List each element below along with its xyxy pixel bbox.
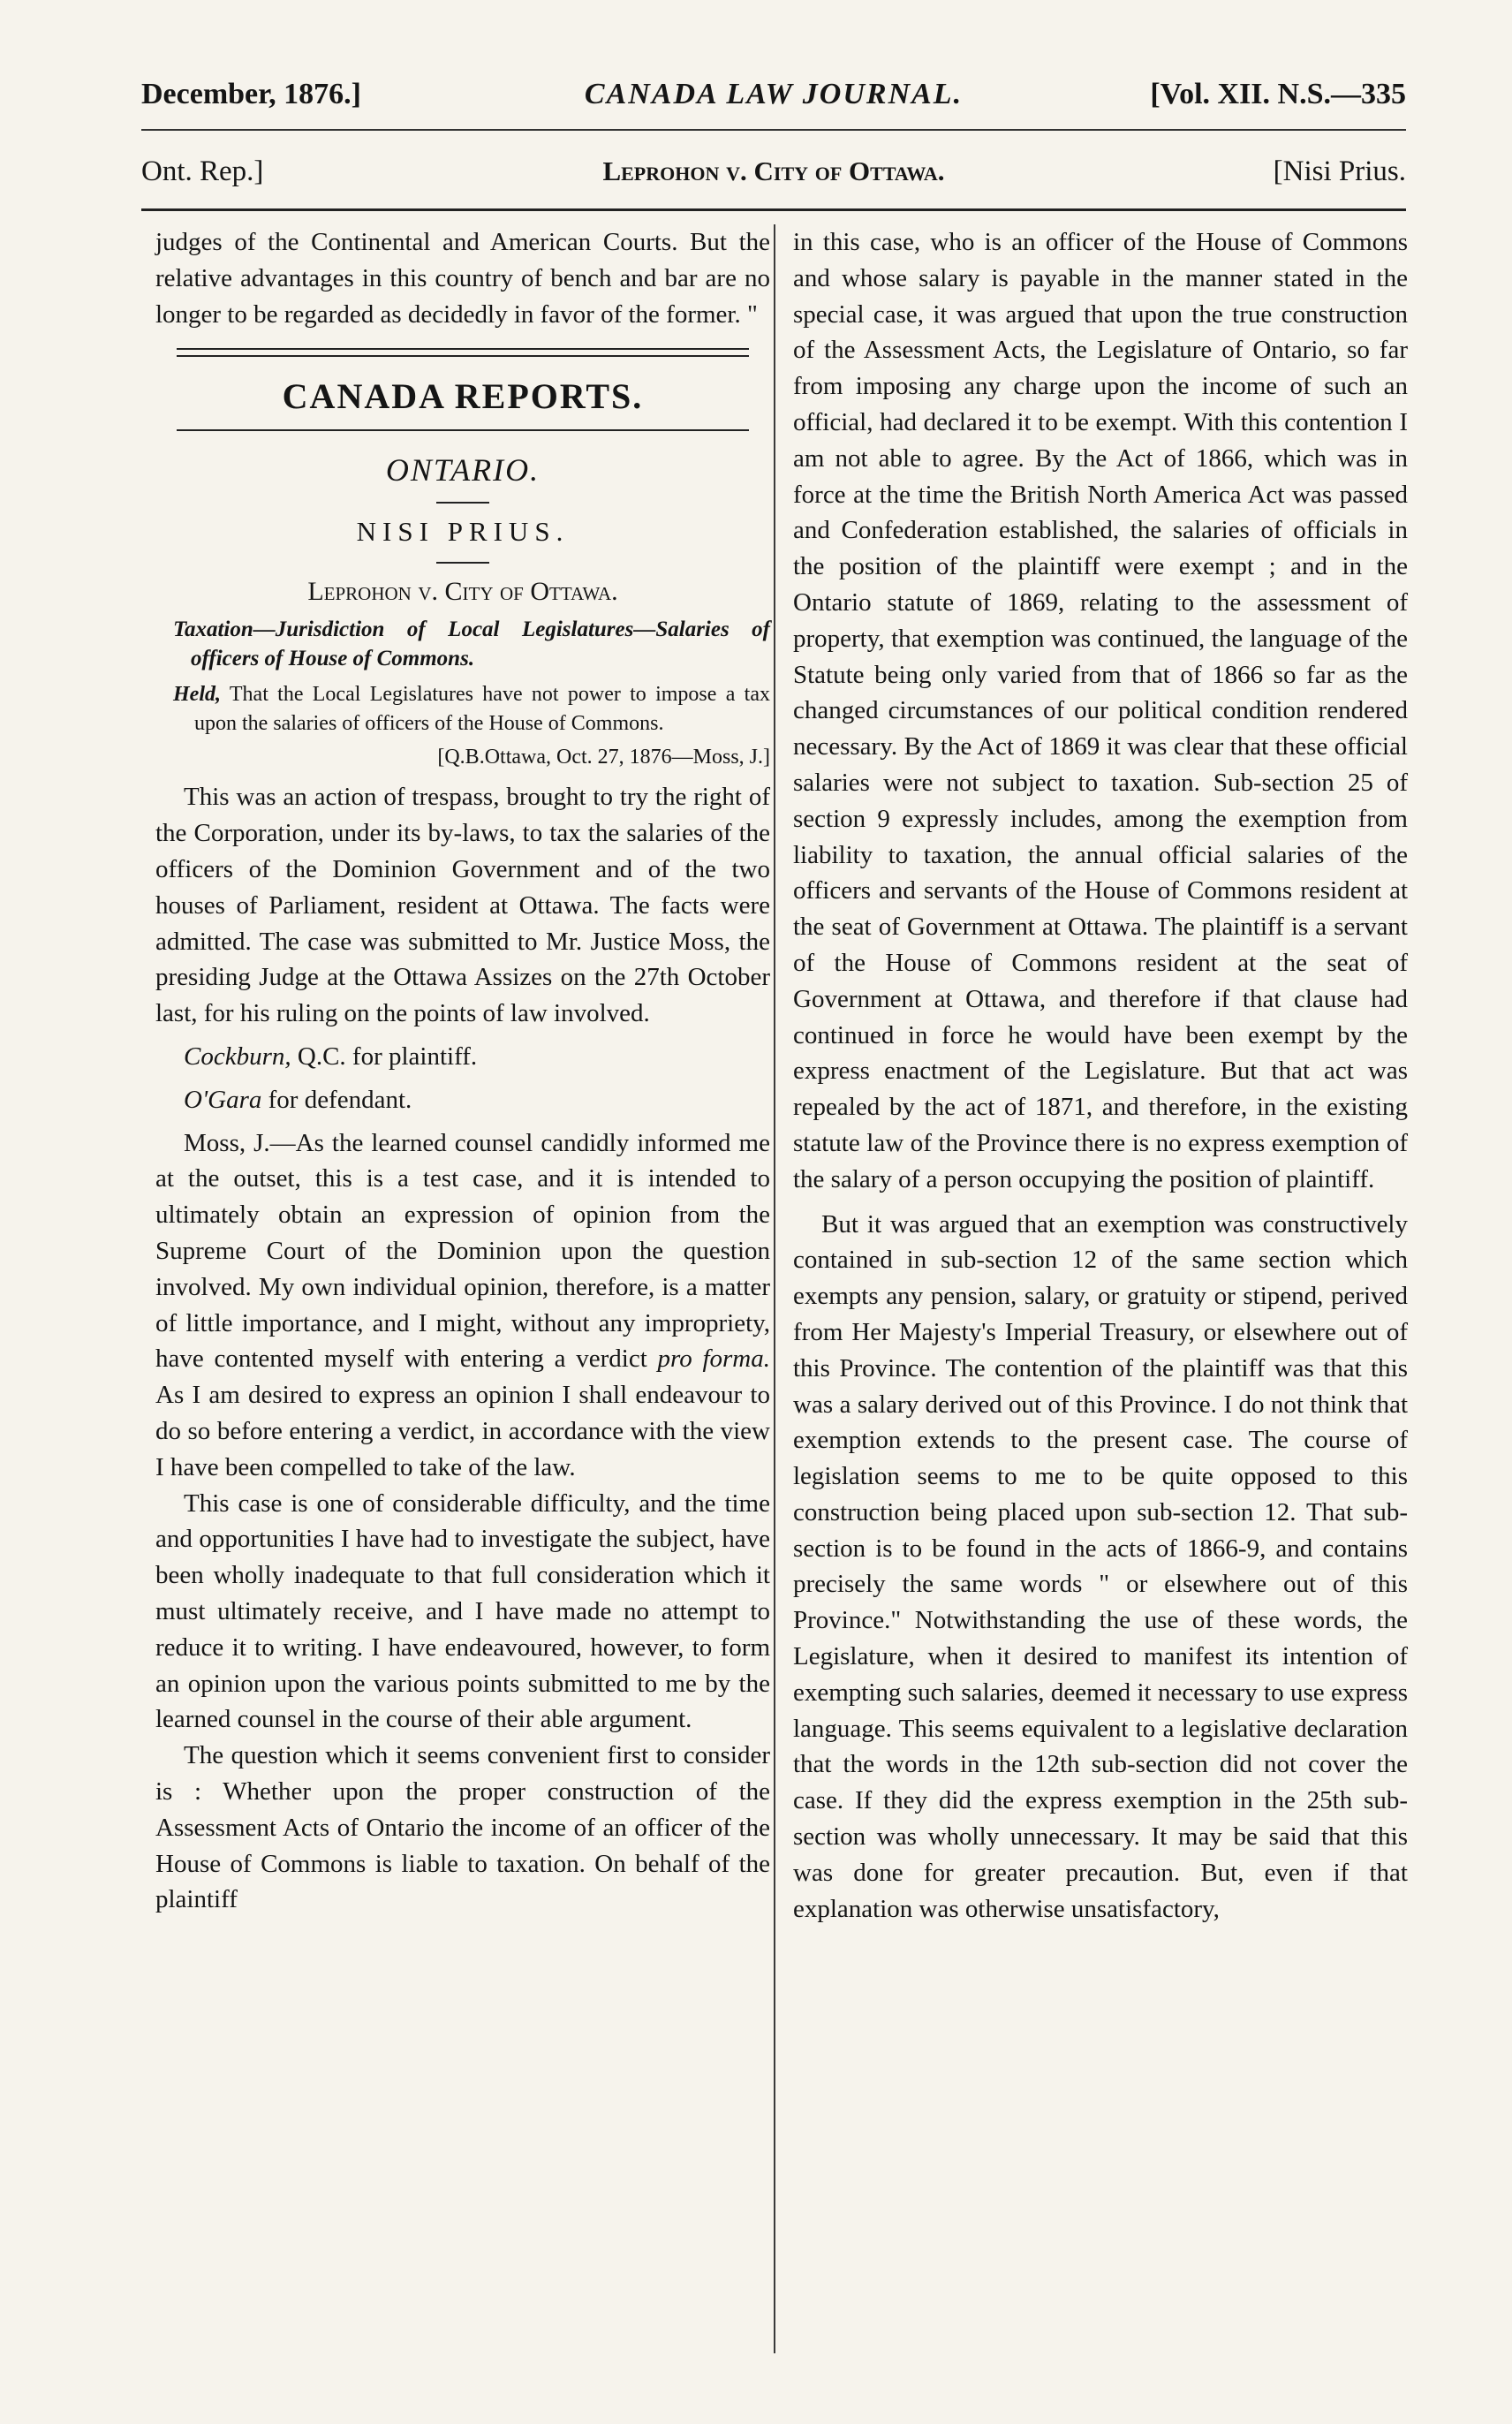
running-head-rule [141, 208, 1406, 211]
paragraph-gap [793, 1198, 1408, 1207]
header-rule [141, 129, 1406, 131]
journal-title: CANADA LAW JOURNAL. [584, 78, 964, 110]
paragraph: The question which it seems convenient first to consider is : Whether upon the proper construction of the Assessment Acts of Ontario the income of an officer of the House of Commons is liable to taxation. On behalf of the plaintiff [155, 1741, 770, 1914]
running-head-case [141, 155, 1406, 208]
case-citation: [Q.B.Ottawa, Oct. 27, 1876—Moss, J.] [437, 746, 770, 769]
court-heading: NISI PRIUS. [356, 516, 570, 548]
paragraph [155, 1125, 770, 1486]
counsel-name: O'Gara [184, 1085, 262, 1114]
short-rule [436, 502, 489, 504]
counsel-name: Cockburn, [184, 1042, 291, 1071]
column-divider [774, 224, 775, 2353]
section-rule [177, 429, 749, 431]
headnote: Taxation—Jurisdiction of Local Legislatures—Salaries of officers of House of Commons. [173, 617, 770, 671]
held-label: Held, [173, 683, 221, 707]
paragraph: in this case, who is an officer of the House of Commons and whose salary is payable in the manner stated in the special case, it was argued that upon the true construction of the Assessment Acts, the Legislature of Ontario, so far from imposing any charge upon the income of such an official, had declared it to be exempt. With this contention I am not able to agree. By the Act of 1866, which was in force at the time the British North America Act was passed and Confederation established, the salaries of officials in the position of the plaintiff were exempt ; and in the Ontario statute of 1869, relating to the assessment of property, that exemption was continued, the language of the Statute being only varied from that of 1866 so far as the changed circumstances of our political condition rendered necessary. By the Act of 1869 it was clear that these official salaries were not subject to taxation. Sub-section 25 of section 9 expressly includes, among the exemption from liability to taxation, the annual official salaries of the officers and servants of the House of Commons resident at the seat of Government at Ottawa. The plaintiff is a servant of the House of Commons resident at the seat of Government at Ottawa, and therefore if that clause had continued in force he would have been exempt by the express enactment of the Legislature. But that act was repealed by the act of 1871, and therefore, in the existing statute law of the Province there is no express exemption of the salary of a person occupying the position of plaintiff. [793, 228, 1408, 1193]
section-title: CANADA REPORTS. [282, 376, 644, 417]
court-label: [Nisi Prius. [1273, 155, 1406, 187]
paragraph: This was an action of trespass, brought to try the right of the Corporation, under its by-laws, to tax the salaries of the officers of the Dominion Government and of the two houses of Parliament, resident at Ottawa. The facts were admitted. The case was submitted to Mr. Justice Moss, the presiding Judge at the Ottawa Assizes on the 27th October last, for his ruling on the points of law involved. [155, 783, 770, 1028]
italic-run: pro forma. [657, 1345, 770, 1374]
running-head-top [141, 78, 1406, 131]
case-title: Leprohon v. City of Ottawa. [307, 577, 618, 607]
counsel-defendant [155, 1082, 770, 1118]
report-series: Ont. Rep.] [141, 155, 264, 187]
counsel-role: for defendant. [261, 1085, 412, 1114]
volume-page: [Vol. XII. N.S.—335 [1150, 78, 1406, 110]
text-run: As I am desired to express an opinion I shall endeavour to do so before entering a verdict, in accordance with the view I have been compelled to take of the law. [155, 1381, 770, 1481]
left-column [155, 224, 770, 1918]
paragraph: But it was argued that an exemption was constructively contained in sub-section 12 of the same section which exempts any pension, salary, or gratuity or stipend, perived from Her Majesty's Imperial Treasury, or elsewhere out of this Province. The contention of the plaintiff was that this was a salary derived out of this Province. I do not think that exemption extends to the present case. The course of legislation seems to me to be quite opposed to this construction being placed upon sub-section 12. That sub-section is to be found in the acts of 1866-9, and contains precisely the same words " or elsewhere out of this Province." Notwithstanding the use of these words, the Legislature, when it desired to manifest its intention of exempting such salaries, deemed it necessary to use express language. This seems equivalent to a legislative declaration that the words in the 12th sub-section did not cover the case. If they did the express exemption in the 25th sub-section was wholly unnecessary. It may be said that this was done for greater precaution. But, even if that explanation was otherwise unsatisfactory, [793, 1209, 1408, 1923]
issue-date: December, 1876.] [141, 78, 361, 110]
province-heading: ONTARIO. [385, 452, 541, 489]
held-text: That the Local Legislatures have not power to impose a tax upon the salaries of officers of the House of Commons. [194, 683, 770, 736]
counsel-plaintiff [155, 1039, 770, 1075]
counsel-role: Q.C. for plaintiff. [291, 1042, 478, 1071]
continued-text: judges of the Continental and American Courts. But the relative advantages in this country of bench and bar are no longer to be regarded as decidedly in favor of the former. " [155, 228, 770, 329]
short-rule [436, 562, 489, 564]
case-running-title: Leprohon v. City of Ottawa. [602, 155, 945, 186]
held-summary [155, 680, 770, 739]
paragraph: This case is one of considerable difficulty, and the time and opportunities I have had to investigate the subject, have been wholly inadequate to that full consideration which it must ultimately receive, and I have made no attempt to reduce it to writing. I have endeavoured, however, to form an opinion upon the various points submitted to me by the learned counsel in the course of their able argument. [155, 1488, 770, 1734]
section-double-rule [177, 348, 749, 357]
text-run: Moss, J.—As the learned counsel candidly informed me at the outset, this is a test case, and it is intended to ultimately obtain an expression of opinion from the Supreme Court of the Dominion upon the question involved. My own individual opinion, therefore, is a matter of little importance, and I might, without any impropriety, have contented myself with entering a verdict [155, 1128, 770, 1374]
right-column [793, 224, 1408, 1927]
